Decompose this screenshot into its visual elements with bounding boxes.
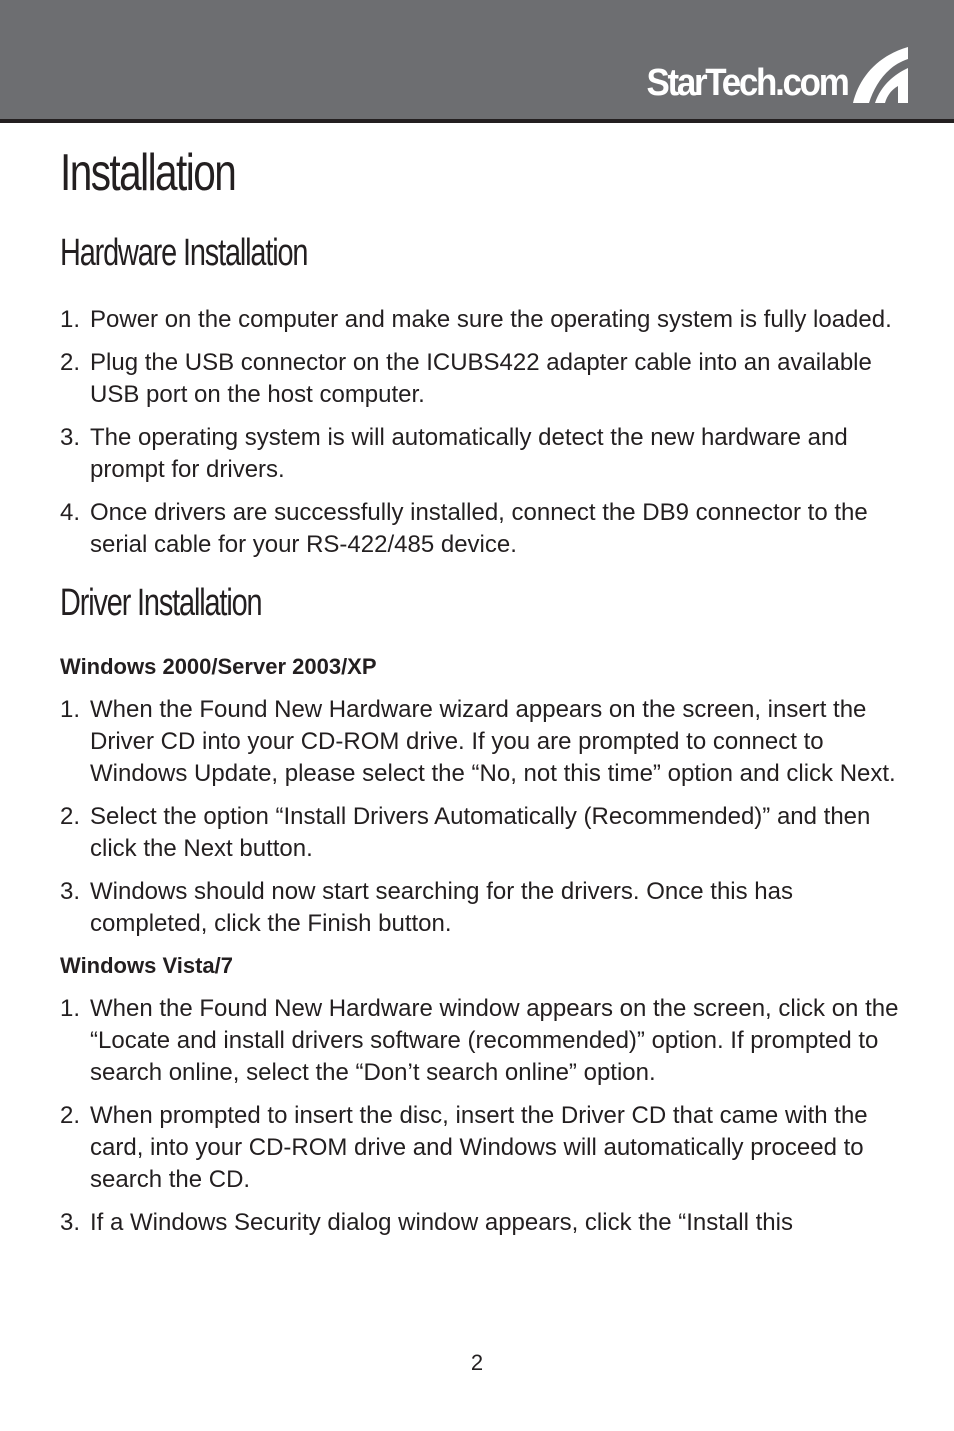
list-item: 2. When prompted to insert the disc, insert the Driver CD that came with the card, into your CD-ROM drive and Windows will automatically proceed to search the CD. <box>60 1102 868 1193</box>
list-item: 1. When the Found New Hardware window appears on the screen, click on the “Locate and install drivers software (recommended)” option. If prompted to search online, select the “Don’t search online” option. <box>60 995 899 1086</box>
list-item: 2. Plug the USB connector on the ICUBS422 adapter cable into an available USB port on the host computer. <box>60 349 872 408</box>
windows-xp-heading: Windows 2000/Server 2003/XP <box>60 654 377 679</box>
hardware-installation-heading: Hardware Installation <box>60 232 308 274</box>
page-content <box>60 140 900 1250</box>
windows-xp-steps <box>60 694 900 940</box>
list-item: 3. If a Windows Security dialog window appears, click the “Install this <box>60 1209 793 1236</box>
brand-name: StarTech.com <box>645 62 847 104</box>
page-number: 2 <box>470 1350 484 1375</box>
page-title: Installation <box>60 144 236 202</box>
driver-installation-heading: Driver Installation <box>60 582 262 624</box>
list-item: 2. Select the option “Install Drivers Automatically (Recommended)” and then click the Next button. <box>60 803 871 862</box>
list-item: 3. Windows should now start searching for the drivers. Once this has completed, click the Finish button. <box>60 878 793 937</box>
list-item: 4. Once drivers are successfully installed, connect the DB9 connector to the serial cable for your RS-422/485 device. <box>60 499 868 558</box>
swoosh-icon <box>851 46 909 104</box>
list-item: 3. The operating system is will automatically detect the new hardware and prompt for drivers. <box>60 424 848 483</box>
hardware-steps <box>60 304 900 561</box>
startech-logo <box>629 44 909 104</box>
list-item: 1. When the Found New Hardware wizard appears on the screen, insert the Driver CD into your CD-ROM drive. If you are prompted to connect to Windows Update, please select the “No, not this time” option and click Next. <box>60 696 896 787</box>
page-header <box>0 0 954 123</box>
windows-vista-steps <box>60 993 900 1239</box>
windows-vista-heading: Windows Vista/7 <box>60 953 233 978</box>
list-item: 1. Power on the computer and make sure the operating system is fully loaded. <box>60 306 892 333</box>
